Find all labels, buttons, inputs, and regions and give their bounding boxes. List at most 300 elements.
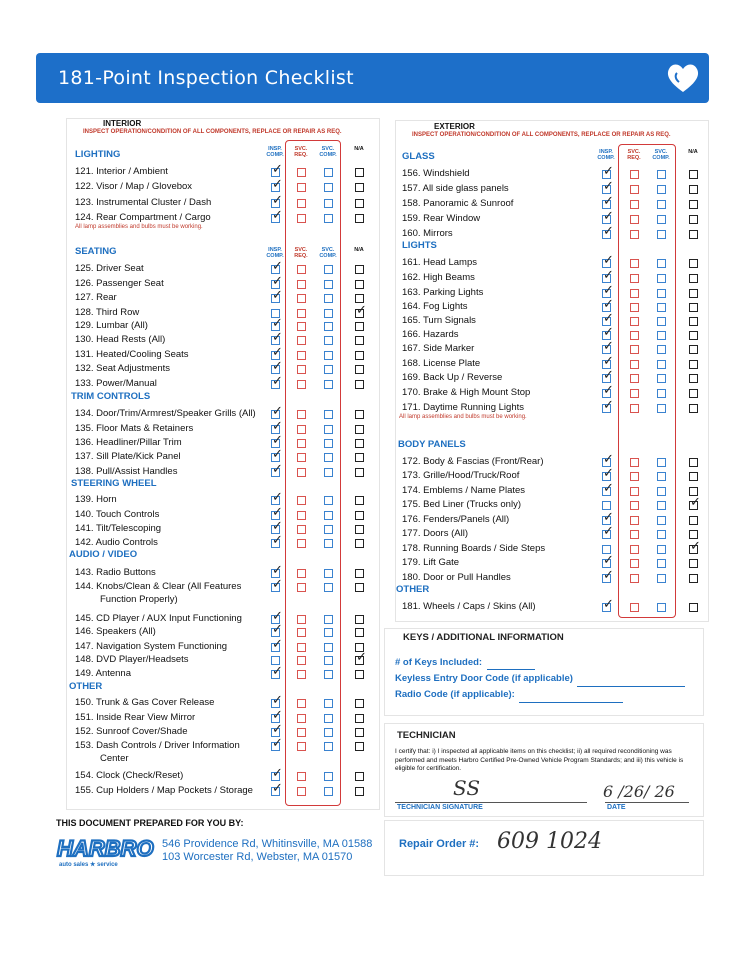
exterior-svc-req-checkbox[interactable] bbox=[630, 200, 639, 209]
exterior-svc-comp-checkbox[interactable] bbox=[657, 559, 666, 568]
exterior-svc-comp-checkbox[interactable] bbox=[657, 345, 666, 354]
exterior-item: 161. Head Lamps bbox=[402, 257, 477, 268]
exterior-na-checkbox[interactable] bbox=[689, 374, 698, 383]
exterior-item: 168. License Plate bbox=[402, 358, 481, 369]
exterior-item: 177. Doors (All) bbox=[402, 528, 468, 539]
exterior-na-checkbox[interactable] bbox=[689, 559, 698, 568]
exterior-item: 159. Rear Window bbox=[402, 213, 481, 224]
interior-svc-req-checkbox[interactable] bbox=[297, 583, 306, 592]
exterior-svc-req-checkbox[interactable] bbox=[630, 530, 639, 539]
keys-title: KEYS / ADDITIONAL INFORMATION bbox=[403, 632, 564, 643]
interior-svc-comp-checkbox[interactable] bbox=[324, 468, 333, 477]
radio-code-field[interactable] bbox=[519, 702, 623, 703]
num-keys-label: # of Keys Included: bbox=[395, 657, 483, 668]
interior-svc-comp-checkbox[interactable] bbox=[324, 511, 333, 520]
exterior-na-checkbox[interactable] bbox=[689, 574, 698, 583]
interior-svc-req-checkbox[interactable] bbox=[297, 628, 306, 637]
exterior-na-checkbox[interactable] bbox=[689, 603, 698, 612]
checkmark-icon: ✓ bbox=[272, 708, 283, 723]
checkmark-icon: ✓ bbox=[603, 354, 614, 369]
exterior-svc-comp-checkbox[interactable] bbox=[657, 289, 666, 298]
interior-svc-req-checkbox[interactable] bbox=[297, 168, 306, 177]
checkmark-icon: ✓ bbox=[272, 505, 283, 520]
interior-item: 134. Door/Trim/Armrest/Speaker Grills (All) bbox=[75, 408, 256, 419]
interior-svc-comp-checkbox[interactable] bbox=[324, 539, 333, 548]
exterior-col-header-svc_comp: SVC. COMP. bbox=[652, 149, 670, 161]
interior-svc-comp-checkbox[interactable] bbox=[324, 168, 333, 177]
interior-svc-req-checkbox[interactable] bbox=[297, 468, 306, 477]
interior-svc-req-checkbox[interactable] bbox=[297, 336, 306, 345]
exterior-svc-comp-checkbox[interactable] bbox=[657, 389, 666, 398]
interior-svc-req-checkbox[interactable] bbox=[297, 742, 306, 751]
exterior-svc-comp-checkbox[interactable] bbox=[657, 331, 666, 340]
exterior-svc-req-checkbox[interactable] bbox=[630, 215, 639, 224]
exterior-svc-req-checkbox[interactable] bbox=[630, 274, 639, 283]
section-glass: GLASS bbox=[402, 151, 435, 162]
exterior-svc-comp-checkbox[interactable] bbox=[657, 170, 666, 179]
interior-na-checkbox[interactable] bbox=[355, 336, 364, 345]
interior-na-checkbox[interactable] bbox=[355, 168, 364, 177]
exterior-svc-req-checkbox[interactable] bbox=[630, 331, 639, 340]
interior-svc-req-checkbox[interactable] bbox=[297, 439, 306, 448]
interior-na-checkbox[interactable] bbox=[355, 265, 364, 274]
interior-svc-comp-checkbox[interactable] bbox=[324, 714, 333, 723]
interior-svc-comp-checkbox[interactable] bbox=[324, 569, 333, 578]
interior-col-header-insp: INSP. COMP. bbox=[266, 247, 284, 259]
exterior-na-checkbox[interactable] bbox=[689, 185, 698, 194]
keys-panel bbox=[384, 628, 704, 716]
interior-na-checkbox[interactable] bbox=[355, 351, 364, 360]
interior-item: 128. Third Row bbox=[75, 307, 140, 318]
exterior-svc-req-checkbox[interactable] bbox=[630, 458, 639, 467]
checkmark-icon: ✓ bbox=[272, 490, 283, 505]
interior-na-checkbox[interactable] bbox=[355, 425, 364, 434]
exterior-svc-req-checkbox[interactable] bbox=[630, 574, 639, 583]
heart-logo-icon bbox=[665, 61, 701, 95]
checkmark-icon: ✓ bbox=[272, 433, 283, 448]
interior-svc-req-checkbox[interactable] bbox=[297, 280, 306, 289]
interior-na-checkbox[interactable] bbox=[355, 539, 364, 548]
interior-svc-req-checkbox[interactable] bbox=[297, 199, 306, 208]
exterior-svc-comp-checkbox[interactable] bbox=[657, 230, 666, 239]
date-label: DATE bbox=[607, 804, 626, 811]
interior-item: 147. Navigation System Functioning bbox=[75, 641, 228, 652]
interior-na-checkbox[interactable] bbox=[355, 569, 364, 578]
radio-code-label: Radio Code (if applicable): bbox=[395, 689, 515, 700]
interior-svc-req-checkbox[interactable] bbox=[297, 714, 306, 723]
repair-order-number: 609 1024 bbox=[497, 829, 602, 854]
checkmark-icon: ✓ bbox=[272, 462, 283, 477]
exterior-svc-req-checkbox[interactable] bbox=[630, 259, 639, 268]
section-lighting: LIGHTING bbox=[75, 149, 121, 160]
checkmark-icon: ✓ bbox=[272, 693, 283, 708]
checkmark-icon: ✓ bbox=[603, 368, 614, 383]
checkmark-icon: ✓ bbox=[603, 553, 614, 568]
interior-svc-comp-checkbox[interactable] bbox=[324, 772, 333, 781]
exterior-svc-req-checkbox[interactable] bbox=[630, 185, 639, 194]
interior-col-header-na: N/A bbox=[354, 146, 364, 152]
exterior-item: 172. Body & Fascias (Front/Rear) bbox=[402, 456, 544, 467]
exterior-na-checkbox[interactable] bbox=[689, 530, 698, 539]
exterior-svc-req-checkbox[interactable] bbox=[630, 317, 639, 326]
interior-svc-comp-checkbox[interactable] bbox=[324, 643, 333, 652]
interior-svc-req-checkbox[interactable] bbox=[297, 496, 306, 505]
interior-svc-comp-checkbox[interactable] bbox=[324, 351, 333, 360]
checkmark-icon: ✓ bbox=[272, 419, 283, 434]
exterior-insp-checkbox[interactable] bbox=[602, 501, 611, 510]
exterior-svc-comp-checkbox[interactable] bbox=[657, 501, 666, 510]
interior-item: 138. Pull/Assist Handles bbox=[75, 466, 178, 477]
date-line[interactable] bbox=[605, 802, 689, 803]
checkmark-icon: ✓ bbox=[690, 495, 701, 510]
checkmark-icon: ✓ bbox=[603, 524, 614, 539]
exterior-item: 179. Lift Gate bbox=[402, 557, 460, 568]
interior-svc-comp-checkbox[interactable] bbox=[324, 322, 333, 331]
interior-svc-comp-checkbox[interactable] bbox=[324, 439, 333, 448]
checkmark-icon: ✓ bbox=[272, 577, 283, 592]
exterior-svc-req-checkbox[interactable] bbox=[630, 303, 639, 312]
interior-item: 122. Visor / Map / Glovebox bbox=[75, 181, 193, 192]
exterior-svc-comp-checkbox[interactable] bbox=[657, 200, 666, 209]
exterior-item: 174. Emblems / Name Plates bbox=[402, 485, 526, 496]
title-banner bbox=[36, 53, 709, 103]
interior-col-header-svc_req: SVC. REQ. bbox=[294, 146, 308, 158]
exterior-svc-req-checkbox[interactable] bbox=[630, 360, 639, 369]
interior-item: 154. Clock (Check/Reset) bbox=[75, 770, 184, 781]
exterior-item: 180. Door or Pull Handles bbox=[402, 572, 511, 583]
interior-svc-comp-checkbox[interactable] bbox=[324, 294, 333, 303]
interior-na-checkbox[interactable] bbox=[355, 583, 364, 592]
checkmark-icon: ✓ bbox=[272, 162, 283, 177]
exterior-service-columns bbox=[618, 144, 676, 618]
logo-subtext: auto sales ★ service bbox=[59, 862, 118, 868]
interior-na-checkbox[interactable] bbox=[355, 742, 364, 751]
interior-col-header-svc_req: SVC. REQ. bbox=[294, 247, 308, 259]
interior-svc-comp-checkbox[interactable] bbox=[324, 214, 333, 223]
interior-svc-comp-checkbox[interactable] bbox=[324, 265, 333, 274]
interior-item: 143. Radio Buttons bbox=[75, 567, 156, 578]
interior-col-header-insp: INSP. COMP. bbox=[266, 146, 284, 158]
exterior-item: 171. Daytime Running Lights bbox=[402, 402, 524, 413]
interior-svc-req-checkbox[interactable] bbox=[297, 699, 306, 708]
exterior-na-checkbox[interactable] bbox=[689, 289, 698, 298]
checkmark-icon: ✓ bbox=[272, 563, 283, 578]
interior-item: 129. Lumbar (All) bbox=[75, 320, 148, 331]
interior-svc-comp-checkbox[interactable] bbox=[324, 496, 333, 505]
interior-na-checkbox[interactable] bbox=[355, 615, 364, 624]
checkmark-icon: ✓ bbox=[603, 297, 614, 312]
interior-item: 137. Sill Plate/Kick Panel bbox=[75, 451, 181, 462]
interior-item: 136. Headliner/Pillar Trim bbox=[75, 437, 182, 448]
checkmark-icon: ✓ bbox=[603, 383, 614, 398]
exterior-na-checkbox[interactable] bbox=[689, 516, 698, 525]
exterior-na-checkbox[interactable] bbox=[689, 389, 698, 398]
exterior-svc-req-checkbox[interactable] bbox=[630, 374, 639, 383]
interior-na-checkbox[interactable] bbox=[355, 214, 364, 223]
exterior-svc-req-checkbox[interactable] bbox=[630, 501, 639, 510]
repair-order-panel bbox=[384, 820, 704, 876]
checkmark-icon: ✓ bbox=[272, 736, 283, 751]
interior-svc-comp-checkbox[interactable] bbox=[324, 365, 333, 374]
exterior-item: 157. All side glass panels bbox=[402, 183, 509, 194]
interior-svc-req-checkbox[interactable] bbox=[297, 351, 306, 360]
interior-svc-comp-checkbox[interactable] bbox=[324, 336, 333, 345]
section-other-interior: OTHER bbox=[69, 681, 103, 692]
interior-na-checkbox[interactable] bbox=[355, 628, 364, 637]
exterior-subheading: INSPECT OPERATION/CONDITION OF ALL COMPONENTS, REPLACE OR REPAIR AS REQ. bbox=[412, 132, 671, 138]
interior-na-checkbox[interactable] bbox=[355, 496, 364, 505]
interior-svc-comp-checkbox[interactable] bbox=[324, 615, 333, 624]
interior-svc-req-checkbox[interactable] bbox=[297, 670, 306, 679]
exterior-svc-comp-checkbox[interactable] bbox=[657, 360, 666, 369]
exterior-svc-req-checkbox[interactable] bbox=[630, 230, 639, 239]
exterior-svc-req-checkbox[interactable] bbox=[630, 603, 639, 612]
exterior-item: 163. Parking Lights bbox=[402, 287, 484, 298]
interior-item: 146. Speakers (All) bbox=[75, 626, 156, 637]
exterior-item: 165. Turn Signals bbox=[402, 315, 476, 326]
interior-svc-req-checkbox[interactable] bbox=[297, 539, 306, 548]
checkmark-icon: ✓ bbox=[603, 268, 614, 283]
interior-svc-req-checkbox[interactable] bbox=[297, 728, 306, 737]
exterior-na-checkbox[interactable] bbox=[689, 200, 698, 209]
interior-na-checkbox[interactable] bbox=[355, 410, 364, 419]
exterior-na-checkbox[interactable] bbox=[689, 230, 698, 239]
checkmark-icon: ✓ bbox=[603, 283, 614, 298]
exterior-svc-req-checkbox[interactable] bbox=[630, 345, 639, 354]
exterior-na-checkbox[interactable] bbox=[689, 472, 698, 481]
interior-col-header-na: N/A bbox=[354, 247, 364, 253]
interior-na-checkbox[interactable] bbox=[355, 714, 364, 723]
exterior-na-checkbox[interactable] bbox=[689, 331, 698, 340]
exterior-item: 162. High Beams bbox=[402, 272, 475, 283]
interior-item: 144. Knobs/Clean & Clear (All Features bbox=[75, 581, 242, 592]
interior-svc-comp-checkbox[interactable] bbox=[324, 699, 333, 708]
exterior-svc-req-checkbox[interactable] bbox=[630, 170, 639, 179]
interior-svc-req-checkbox[interactable] bbox=[297, 511, 306, 520]
signature-line[interactable] bbox=[395, 802, 587, 803]
exterior-svc-comp-checkbox[interactable] bbox=[657, 472, 666, 481]
exterior-na-checkbox[interactable] bbox=[689, 274, 698, 283]
exterior-svc-comp-checkbox[interactable] bbox=[657, 530, 666, 539]
exterior-svc-req-checkbox[interactable] bbox=[630, 516, 639, 525]
exterior-svc-comp-checkbox[interactable] bbox=[657, 317, 666, 326]
interior-na-checkbox[interactable] bbox=[355, 294, 364, 303]
section-body-panels: BODY PANELS bbox=[398, 439, 466, 450]
interior-svc-req-checkbox[interactable] bbox=[297, 425, 306, 434]
interior-svc-comp-checkbox[interactable] bbox=[324, 656, 333, 665]
exterior-item: 173. Grille/Hood/Truck/Roof bbox=[402, 470, 520, 481]
interior-svc-req-checkbox[interactable] bbox=[297, 569, 306, 578]
checkmark-icon: ✓ bbox=[356, 650, 367, 665]
interior-svc-req-checkbox[interactable] bbox=[297, 615, 306, 624]
interior-svc-req-checkbox[interactable] bbox=[297, 787, 306, 796]
interior-item: 140. Touch Controls bbox=[75, 509, 160, 520]
interior-svc-comp-checkbox[interactable] bbox=[324, 410, 333, 419]
interior-subheading: INSPECT OPERATION/CONDITION OF ALL COMPONENTS, REPLACE OR REPAIR AS REQ. bbox=[83, 129, 342, 135]
interior-item: 150. Trunk & Gas Cover Release bbox=[75, 697, 215, 708]
exterior-svc-comp-checkbox[interactable] bbox=[657, 274, 666, 283]
interior-svc-comp-checkbox[interactable] bbox=[324, 628, 333, 637]
interior-col-header-svc_comp: SVC. COMP. bbox=[319, 247, 337, 259]
interior-item: 132. Seat Adjustments bbox=[75, 363, 171, 374]
interior-svc-comp-checkbox[interactable] bbox=[324, 742, 333, 751]
num-keys-field[interactable] bbox=[487, 669, 535, 670]
interior-na-checkbox[interactable] bbox=[355, 322, 364, 331]
section-steering-wheel: STEERING WHEEL bbox=[71, 478, 157, 489]
interior-svc-comp-checkbox[interactable] bbox=[324, 525, 333, 534]
checkmark-icon: ✓ bbox=[272, 622, 283, 637]
interior-na-checkbox[interactable] bbox=[355, 728, 364, 737]
interior-na-checkbox[interactable] bbox=[355, 380, 364, 389]
checkmark-icon: ✓ bbox=[603, 481, 614, 496]
interior-na-checkbox[interactable] bbox=[355, 183, 364, 192]
exterior-svc-comp-checkbox[interactable] bbox=[657, 404, 666, 413]
interior-na-checkbox[interactable] bbox=[355, 699, 364, 708]
exterior-svc-comp-checkbox[interactable] bbox=[657, 185, 666, 194]
interior-svc-comp-checkbox[interactable] bbox=[324, 583, 333, 592]
checkmark-icon: ✓ bbox=[603, 209, 614, 224]
interior-na-checkbox[interactable] bbox=[355, 772, 364, 781]
interior-na-checkbox[interactable] bbox=[355, 453, 364, 462]
interior-svc-req-checkbox[interactable] bbox=[297, 380, 306, 389]
interior-svc-comp-checkbox[interactable] bbox=[324, 280, 333, 289]
checkmark-icon: ✓ bbox=[272, 722, 283, 737]
repair-order-label: Repair Order #: bbox=[399, 838, 480, 850]
exterior-svc-req-checkbox[interactable] bbox=[630, 472, 639, 481]
interior-svc-comp-checkbox[interactable] bbox=[324, 199, 333, 208]
interior-svc-req-checkbox[interactable] bbox=[297, 294, 306, 303]
exterior-svc-comp-checkbox[interactable] bbox=[657, 603, 666, 612]
checkmark-icon: ✓ bbox=[272, 288, 283, 303]
interior-svc-comp-checkbox[interactable] bbox=[324, 787, 333, 796]
interior-na-checkbox[interactable] bbox=[355, 525, 364, 534]
interior-svc-req-checkbox[interactable] bbox=[297, 410, 306, 419]
address-1: 546 Providence Rd, Whitinsville, MA 01588 bbox=[162, 838, 373, 850]
interior-svc-comp-checkbox[interactable] bbox=[324, 380, 333, 389]
interior-na-checkbox[interactable] bbox=[355, 670, 364, 679]
exterior-svc-comp-checkbox[interactable] bbox=[657, 574, 666, 583]
interior-item: 133. Power/Manual bbox=[75, 378, 157, 389]
certification-text: I certify that: i) I inspected all applicable items on this checklist; ii) all required reconditioning was performed and meets Harbro Certified Pre-Owned Vehicle Program Standards; and iii) this vehicle is eligible for certification. bbox=[395, 748, 684, 772]
interior-item: 124. Rear Compartment / Cargo bbox=[75, 212, 211, 223]
interior-na-checkbox[interactable] bbox=[355, 787, 364, 796]
interior-svc-req-checkbox[interactable] bbox=[297, 453, 306, 462]
checkmark-icon: ✓ bbox=[272, 259, 283, 274]
technician-signature: SS bbox=[453, 776, 481, 800]
checkmark-icon: ✓ bbox=[603, 452, 614, 467]
interior-svc-comp-checkbox[interactable] bbox=[324, 309, 333, 318]
exterior-svc-req-checkbox[interactable] bbox=[630, 487, 639, 496]
exterior-svc-comp-checkbox[interactable] bbox=[657, 487, 666, 496]
interior-svc-req-checkbox[interactable] bbox=[297, 656, 306, 665]
exterior-svc-comp-checkbox[interactable] bbox=[657, 458, 666, 467]
exterior-na-checkbox[interactable] bbox=[689, 458, 698, 467]
interior-svc-comp-checkbox[interactable] bbox=[324, 453, 333, 462]
exterior-svc-req-checkbox[interactable] bbox=[630, 559, 639, 568]
section-lights: LIGHTS bbox=[402, 240, 437, 251]
interior-item: 127. Rear bbox=[75, 292, 117, 303]
interior-na-checkbox[interactable] bbox=[355, 439, 364, 448]
checkmark-icon: ✓ bbox=[272, 208, 283, 223]
exterior-na-checkbox[interactable] bbox=[689, 303, 698, 312]
keyless-code-label: Keyless Entry Door Code (if applicable) bbox=[395, 673, 573, 684]
interior-na-checkbox[interactable] bbox=[355, 468, 364, 477]
checkmark-icon: ✓ bbox=[272, 345, 283, 360]
exterior-na-checkbox[interactable] bbox=[689, 259, 698, 268]
interior-svc-comp-checkbox[interactable] bbox=[324, 425, 333, 434]
exterior-col-header-na: N/A bbox=[688, 149, 698, 155]
exterior-svc-comp-checkbox[interactable] bbox=[657, 516, 666, 525]
section-audio-video: AUDIO / VIDEO bbox=[69, 549, 138, 560]
interior-svc-comp-checkbox[interactable] bbox=[324, 670, 333, 679]
exterior-svc-comp-checkbox[interactable] bbox=[657, 545, 666, 554]
section-seating: SEATING bbox=[75, 246, 117, 257]
exterior-svc-req-checkbox[interactable] bbox=[630, 389, 639, 398]
exterior-na-checkbox[interactable] bbox=[689, 345, 698, 354]
checkmark-icon: ✓ bbox=[272, 533, 283, 548]
checkmark-icon: ✓ bbox=[603, 466, 614, 481]
interior-svc-req-checkbox[interactable] bbox=[297, 309, 306, 318]
interior-na-checkbox[interactable] bbox=[355, 511, 364, 520]
exterior-item: 167. Side Marker bbox=[402, 343, 475, 354]
exterior-svc-req-checkbox[interactable] bbox=[630, 404, 639, 413]
exterior-na-checkbox[interactable] bbox=[689, 170, 698, 179]
exterior-item: 175. Bed Liner (Trucks only) bbox=[402, 499, 521, 510]
keyless-code-field[interactable] bbox=[577, 686, 685, 687]
interior-na-checkbox[interactable] bbox=[355, 280, 364, 289]
exterior-svc-comp-checkbox[interactable] bbox=[657, 374, 666, 383]
exterior-na-checkbox[interactable] bbox=[689, 215, 698, 224]
exterior-svc-req-checkbox[interactable] bbox=[630, 289, 639, 298]
exterior-item: 160. Mirrors bbox=[402, 228, 453, 239]
interior-svc-req-checkbox[interactable] bbox=[297, 525, 306, 534]
prepared-by-label: THIS DOCUMENT PREPARED FOR YOU BY: bbox=[56, 818, 244, 828]
checkmark-icon: ✓ bbox=[603, 164, 614, 179]
interior-svc-comp-checkbox[interactable] bbox=[324, 183, 333, 192]
exterior-na-checkbox[interactable] bbox=[689, 404, 698, 413]
interior-item-continued: Function Properly) bbox=[100, 594, 178, 605]
section-other-exterior: OTHER bbox=[396, 584, 430, 595]
exterior-na-checkbox[interactable] bbox=[689, 317, 698, 326]
exterior-svc-comp-checkbox[interactable] bbox=[657, 303, 666, 312]
interior-svc-req-checkbox[interactable] bbox=[297, 265, 306, 274]
interior-na-checkbox[interactable] bbox=[355, 199, 364, 208]
checkmark-icon: ✓ bbox=[272, 664, 283, 679]
exterior-na-checkbox[interactable] bbox=[689, 360, 698, 369]
interior-svc-req-checkbox[interactable] bbox=[297, 214, 306, 223]
interior-svc-req-checkbox[interactable] bbox=[297, 322, 306, 331]
interior-svc-comp-checkbox[interactable] bbox=[324, 728, 333, 737]
exterior-item: 166. Hazards bbox=[402, 329, 459, 340]
exterior-item: 178. Running Boards / Side Steps bbox=[402, 543, 546, 554]
exterior-svc-comp-checkbox[interactable] bbox=[657, 215, 666, 224]
interior-svc-req-checkbox[interactable] bbox=[297, 183, 306, 192]
checkmark-icon: ✓ bbox=[603, 194, 614, 209]
interior-svc-req-checkbox[interactable] bbox=[297, 772, 306, 781]
checkmark-icon: ✓ bbox=[272, 193, 283, 208]
interior-na-checkbox[interactable] bbox=[355, 365, 364, 374]
interior-svc-req-checkbox[interactable] bbox=[297, 643, 306, 652]
exterior-svc-comp-checkbox[interactable] bbox=[657, 259, 666, 268]
exterior-svc-req-checkbox[interactable] bbox=[630, 545, 639, 554]
interior-item-continued: Center bbox=[100, 753, 129, 764]
exterior-item: 176. Fenders/Panels (All) bbox=[402, 514, 510, 525]
interior-item: 151. Inside Rear View Mirror bbox=[75, 712, 196, 723]
checkmark-icon: ✓ bbox=[603, 597, 614, 612]
checkmark-icon: ✓ bbox=[272, 781, 283, 796]
date-value: 6 /26/ 26 bbox=[603, 782, 675, 801]
interior-svc-req-checkbox[interactable] bbox=[297, 365, 306, 374]
